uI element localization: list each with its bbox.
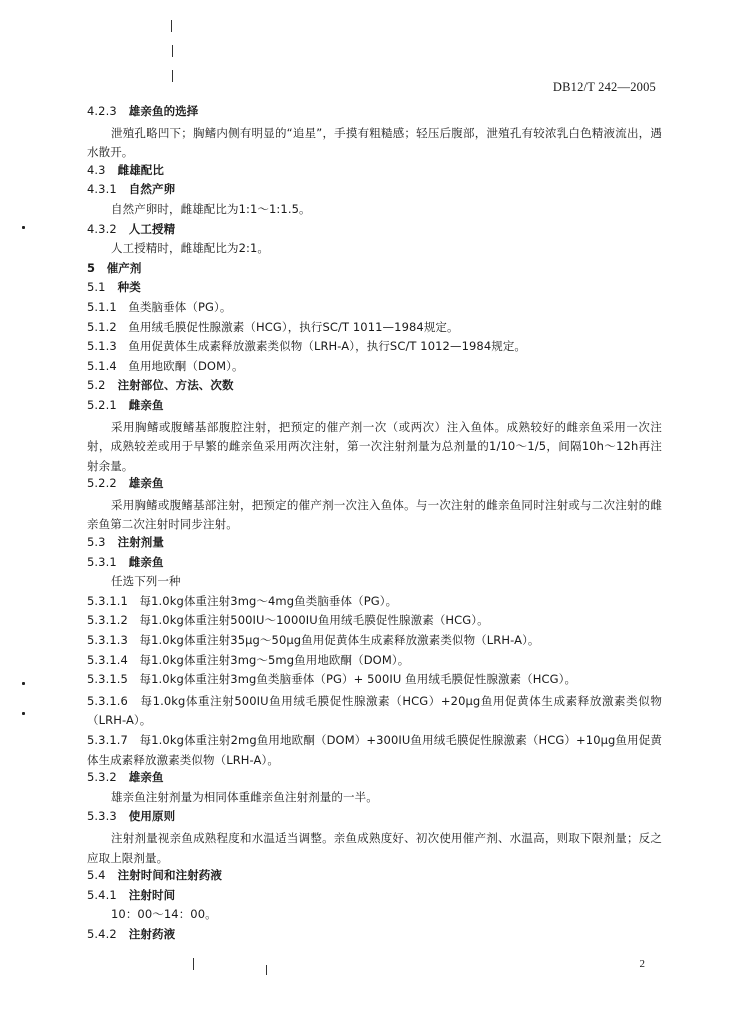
paragraph: 采用胸鳍或腹鳍基部腹腔注射，把预定的催产剂一次（或两次）注入鱼体。成熟较好的雌亲鱼采用一次注射，成熟较差或用于早繁的雌亲鱼采用两次注射，第一次注射剂量为总剂量的1/10～1/5，间隔10h～12h再注射余量。 [87,419,662,473]
list-item: 5.3.1.5 每1.0kg体重注射3mg鱼类脑垂体（PG）+ 500IU 鱼用绒毛膜促性腺激素（HCG）。 [87,672,577,687]
section-heading [87,378,662,398]
scan-dot [22,712,25,715]
heading-number: 5.4.2 [87,926,117,941]
heading-title: 雄亲鱼的选择 [128,104,199,118]
heading-title: 注射部位、方法、次数 [117,378,234,393]
paragraph: 采用胸鳍或腹鳍基部注射，把预定的催产剂一次注入鱼体。与一次注射的雌亲鱼同时注射或与二次注射的雌亲鱼第二次注射时同步注射。 [87,497,662,532]
page-number: 2 [639,958,645,970]
heading-title: 人工授精 [128,221,176,236]
standard-code: DB12/T 242—2005 [552,80,656,94]
paragraph: 自然产卵时，雌雄配比为1:1～1:1.5。 [111,201,311,216]
paragraph: 注射剂量视亲鱼成熟程度和水温适当调整。亲鱼成熟度好、初次使用催产剂、水温高，则取下限剂量；反之应取上限剂量。 [87,830,662,865]
section-heading [87,770,662,790]
scan-mark [172,70,173,82]
list-item: 5.1.4 鱼用地欧酮（DOM）。 [87,358,244,373]
paragraph: 10：00～14：00。 [111,907,217,922]
section-heading [87,104,662,124]
section-heading [87,280,662,300]
heading-number: 5.1 [87,280,106,295]
list-item: 5.3.1.3 每1.0kg体重注射35μg～50μg鱼用促黄体生成素释放激素类似物（LRH-A）。 [87,633,540,648]
heading-number: 5.4 [87,868,106,883]
heading-title: 注射剂量 [117,535,164,550]
section-heading [87,398,662,418]
heading-number: 5.2.1 [87,397,117,412]
section-heading [87,809,662,829]
list-item: 5.3.1.4 每1.0kg体重注射3mg～5mg鱼用地欧酮（DOM）。 [87,652,410,667]
heading-title: 注射时间 [128,887,176,902]
list-item: 5.3.1.2 每1.0kg体重注射500IU～1000IU鱼用绒毛膜促性腺激素（HCG）。 [87,613,489,628]
heading-title: 注射时间和注射药液 [117,868,222,883]
heading-number: 5.4.1 [87,887,117,902]
heading-title: 雌亲鱼 [128,397,164,412]
heading-number: 5.3.2 [87,770,117,785]
scan-mark [266,965,267,975]
document-body [87,104,662,947]
section-heading [87,182,662,202]
heading-number: 5.3 [87,535,106,550]
list-item: 5.1.2 鱼用绒毛膜促性腺激素（HCG），执行SC/T 1011—1984规定。 [87,319,459,334]
scan-mark [172,45,173,57]
paragraph: 雄亲鱼注射剂量为相同体重雌亲鱼注射剂量的一半。 [111,789,378,804]
section-heading [87,927,662,947]
scan-mark [193,958,194,970]
heading-title: 自然产卵 [128,182,176,197]
section-heading [87,222,662,242]
paragraph: 泄殖孔略凹下；胸鳍内侧有明显的“追星”，手摸有粗糙感；轻压后腹部，泄殖孔有较浓乳白色精液流出，遇水散开。 [87,125,662,160]
heading-title: 雄亲鱼 [128,476,164,491]
heading-number: 5.3.1 [87,554,117,569]
section-heading [87,555,662,575]
heading-title: 雌亲鱼 [128,554,164,569]
scan-dot [22,682,25,685]
heading-number: 4.3.1 [87,182,117,197]
section-heading [87,261,662,281]
heading-number: 4.3.2 [87,221,117,236]
scan-dot [22,226,25,229]
heading-title: 雄亲鱼 [128,770,164,785]
paragraph: 任选下列一种 [111,574,181,589]
heading-title: 注射药液 [128,926,176,941]
heading-number: 5.2 [87,378,106,393]
list-item: 5.3.1.7 每1.0kg体重注射2mg鱼用地欧酮（DOM）+300IU鱼用绒毛膜促性腺激素（HCG）+10μg鱼用促黄体生成素释放激素类似物（LRH-A）。 [87,733,662,767]
list-item: 5.3.1.1 每1.0kg体重注射3mg～4mg鱼类脑垂体（PG）。 [87,593,398,608]
heading-number: 5.2.2 [87,476,117,491]
list-item: 5.1.3 鱼用促黄体生成素释放激素类似物（LRH-A），执行SC/T 1012—1984规定。 [87,339,527,354]
scan-mark [171,20,172,32]
heading-title: 雌雄配比 [117,162,164,177]
heading-title: 种类 [117,280,141,295]
list-item: 5.1.1 鱼类脑垂体（PG）。 [87,299,232,314]
section-heading [87,868,662,888]
paragraph: 人工授精时，雌雄配比为2:1。 [111,241,270,256]
heading-number: 4.2.3 [87,104,117,118]
heading-title: 使用原则 [128,809,176,824]
heading-number: 5.3.3 [87,809,117,824]
section-heading [87,888,662,908]
section-heading [87,163,662,183]
heading-title: 5 催产剂 [87,260,142,275]
heading-number: 4.3 [87,162,106,177]
list-item: 5.3.1.6 每1.0kg体重注射500IU鱼用绒毛膜促性腺激素（HCG）+20μg鱼用促黄体生成素释放激素类似物（LRH-A）。 [87,693,662,728]
section-heading [87,535,662,555]
section-heading [87,476,662,496]
